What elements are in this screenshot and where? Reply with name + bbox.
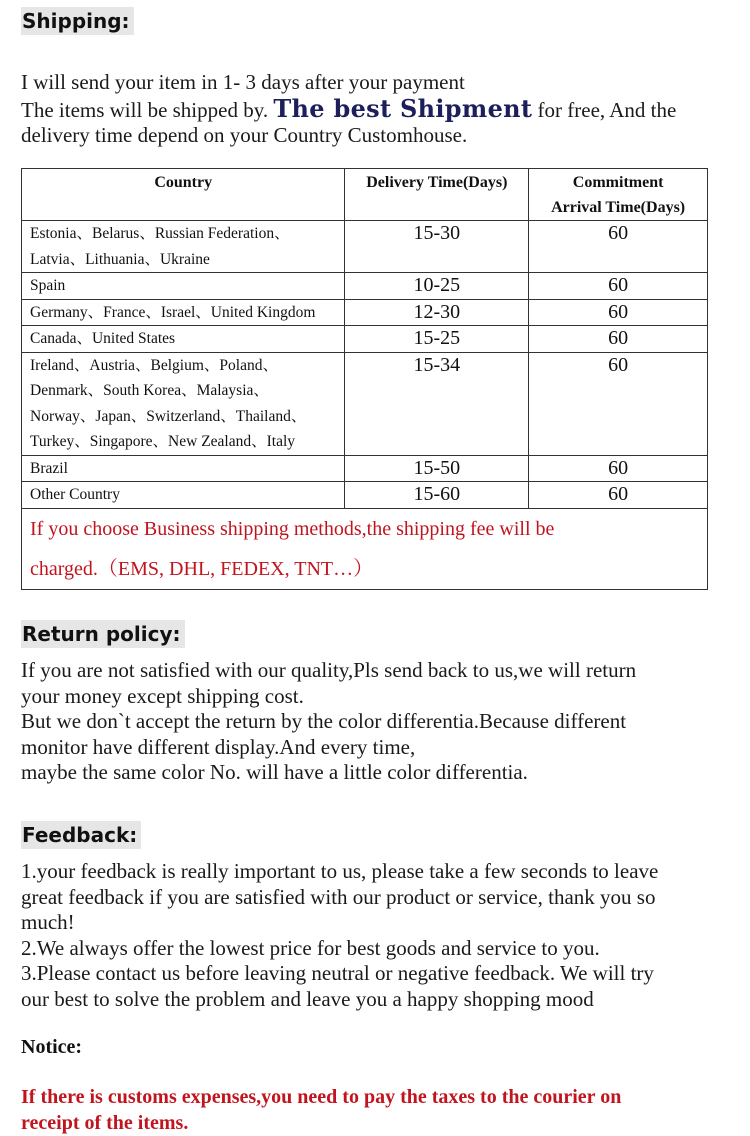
delivery-cell: 15-60: [345, 482, 529, 509]
country-line: Ireland、Austria、Belgium、Poland、: [30, 356, 278, 374]
delivery-cell: 15-30: [345, 221, 529, 273]
country-line: Spain: [30, 277, 66, 294]
delivery-cell: 15-50: [345, 455, 529, 482]
feedback-text: [21, 859, 658, 1012]
shipping-heading: Shipping:: [21, 7, 134, 35]
table-header-row: [22, 169, 708, 221]
country-line: Turkey、Singapore、New Zealand、Italy: [30, 433, 296, 450]
table-row: [22, 273, 708, 300]
shipping-method-suffix: for free, And the: [532, 97, 677, 122]
feedback-heading: Feedback:: [21, 821, 141, 849]
arrival-cell: 60: [529, 352, 708, 455]
delivery-cell: 15-25: [345, 326, 529, 353]
feedback-line: 3.Please contact us before leaving neutral or negative feedback. We will try: [21, 961, 654, 985]
country-line: Other Country: [30, 486, 120, 503]
notice-text: [21, 1084, 621, 1136]
table-row: [22, 352, 708, 455]
shipping-intro-line-3: delivery time depend on your Country Customhouse.: [21, 123, 468, 147]
shipping-intro-line-2: [21, 93, 677, 124]
table-row: [22, 326, 708, 353]
country-cell: [22, 299, 345, 326]
header-commitment-arrival: [529, 169, 708, 221]
business-shipping-note-line-1: If you choose Business shipping methods,the shipping fee will be: [30, 517, 555, 540]
notice-line-1: If there is customs expenses,you need to pay the taxes to the courier on: [21, 1086, 622, 1108]
header-country: Country: [22, 169, 345, 221]
return-policy-line: maybe the same color No. will have a little color differentia.: [21, 760, 528, 784]
delivery-cell: 12-30: [345, 299, 529, 326]
country-line: Estonia、Belarus、Russian Federation、: [30, 225, 290, 242]
delivery-cell: 10-25: [345, 273, 529, 300]
shipping-intro-line-1: I will send your item in 1- 3 days after your payment: [21, 70, 465, 94]
arrival-cell: 60: [529, 482, 708, 509]
feedback-line: 1.your feedback is really important to us, please take a few seconds to leave: [21, 859, 659, 883]
feedback-line: much!: [21, 910, 75, 934]
delivery-cell: 15-34: [345, 352, 529, 455]
feedback-line: 2.We always offer the lowest price for best goods and service to you.: [21, 935, 600, 960]
arrival-cell: 60: [529, 273, 708, 300]
table-row: [22, 221, 708, 273]
country-line: Brazil: [30, 459, 68, 477]
arrival-cell: 60: [529, 221, 708, 273]
country-cell: [22, 482, 345, 509]
country-line: Norway、Japan、Switzerland、Thailand、: [30, 407, 307, 425]
header-commitment-line-1: Commitment: [572, 174, 664, 191]
return-policy-text: [21, 658, 636, 786]
return-policy-line: But we don`t accept the return by the color differentia.Because different: [21, 709, 627, 733]
table-note-row: [22, 508, 708, 589]
country-cell: [22, 221, 345, 273]
shipping-method-prefix: The items will be shipped by.: [21, 97, 269, 122]
country-line: Denmark、South Korea、Malaysia、: [30, 382, 269, 399]
country-line: Germany、France、Israel、United Kingdom: [30, 303, 316, 321]
feedback-line: great feedback if you are satisfied with our product or service, thank you so: [21, 884, 656, 909]
table-row: [22, 299, 708, 326]
table-row: [22, 482, 708, 509]
country-cell: [22, 273, 345, 300]
business-shipping-note: [22, 508, 708, 589]
country-cell: [22, 352, 345, 455]
table-row: [22, 455, 708, 482]
notice-line-2: receipt of the items.: [21, 1112, 189, 1134]
country-cell: [22, 455, 345, 482]
notice-title: Notice:: [21, 1036, 83, 1058]
shipping-time-table: [21, 168, 708, 590]
header-commitment-line-2: Arrival Time(Days): [551, 199, 686, 216]
country-line: Canada、United States: [30, 330, 176, 347]
shipping-intro: [21, 70, 676, 149]
return-policy-line: monitor have different display.And every time,: [21, 734, 416, 759]
arrival-cell: 60: [529, 455, 708, 482]
business-shipping-note-line-2: charged.（EMS, DHL, FEDEX, TNT…）: [30, 557, 374, 580]
feedback-line: our best to solve the problem and leave you a happy shopping mood: [21, 986, 594, 1011]
return-policy-line: your money except shipping cost.: [21, 683, 304, 708]
arrival-cell: 60: [529, 299, 708, 326]
return-policy-heading: Return policy:: [21, 620, 185, 648]
country-line: Latvia、Lithuania、Ukraine: [30, 250, 210, 268]
country-cell: [22, 326, 345, 353]
arrival-cell: 60: [529, 326, 708, 353]
best-shipment-brand: The best Shipment: [273, 93, 533, 123]
header-delivery-time: Delivery Time(Days): [345, 169, 529, 221]
return-policy-line: If you are not satisfied with our quality,Pls send back to us,we will return: [21, 658, 637, 682]
